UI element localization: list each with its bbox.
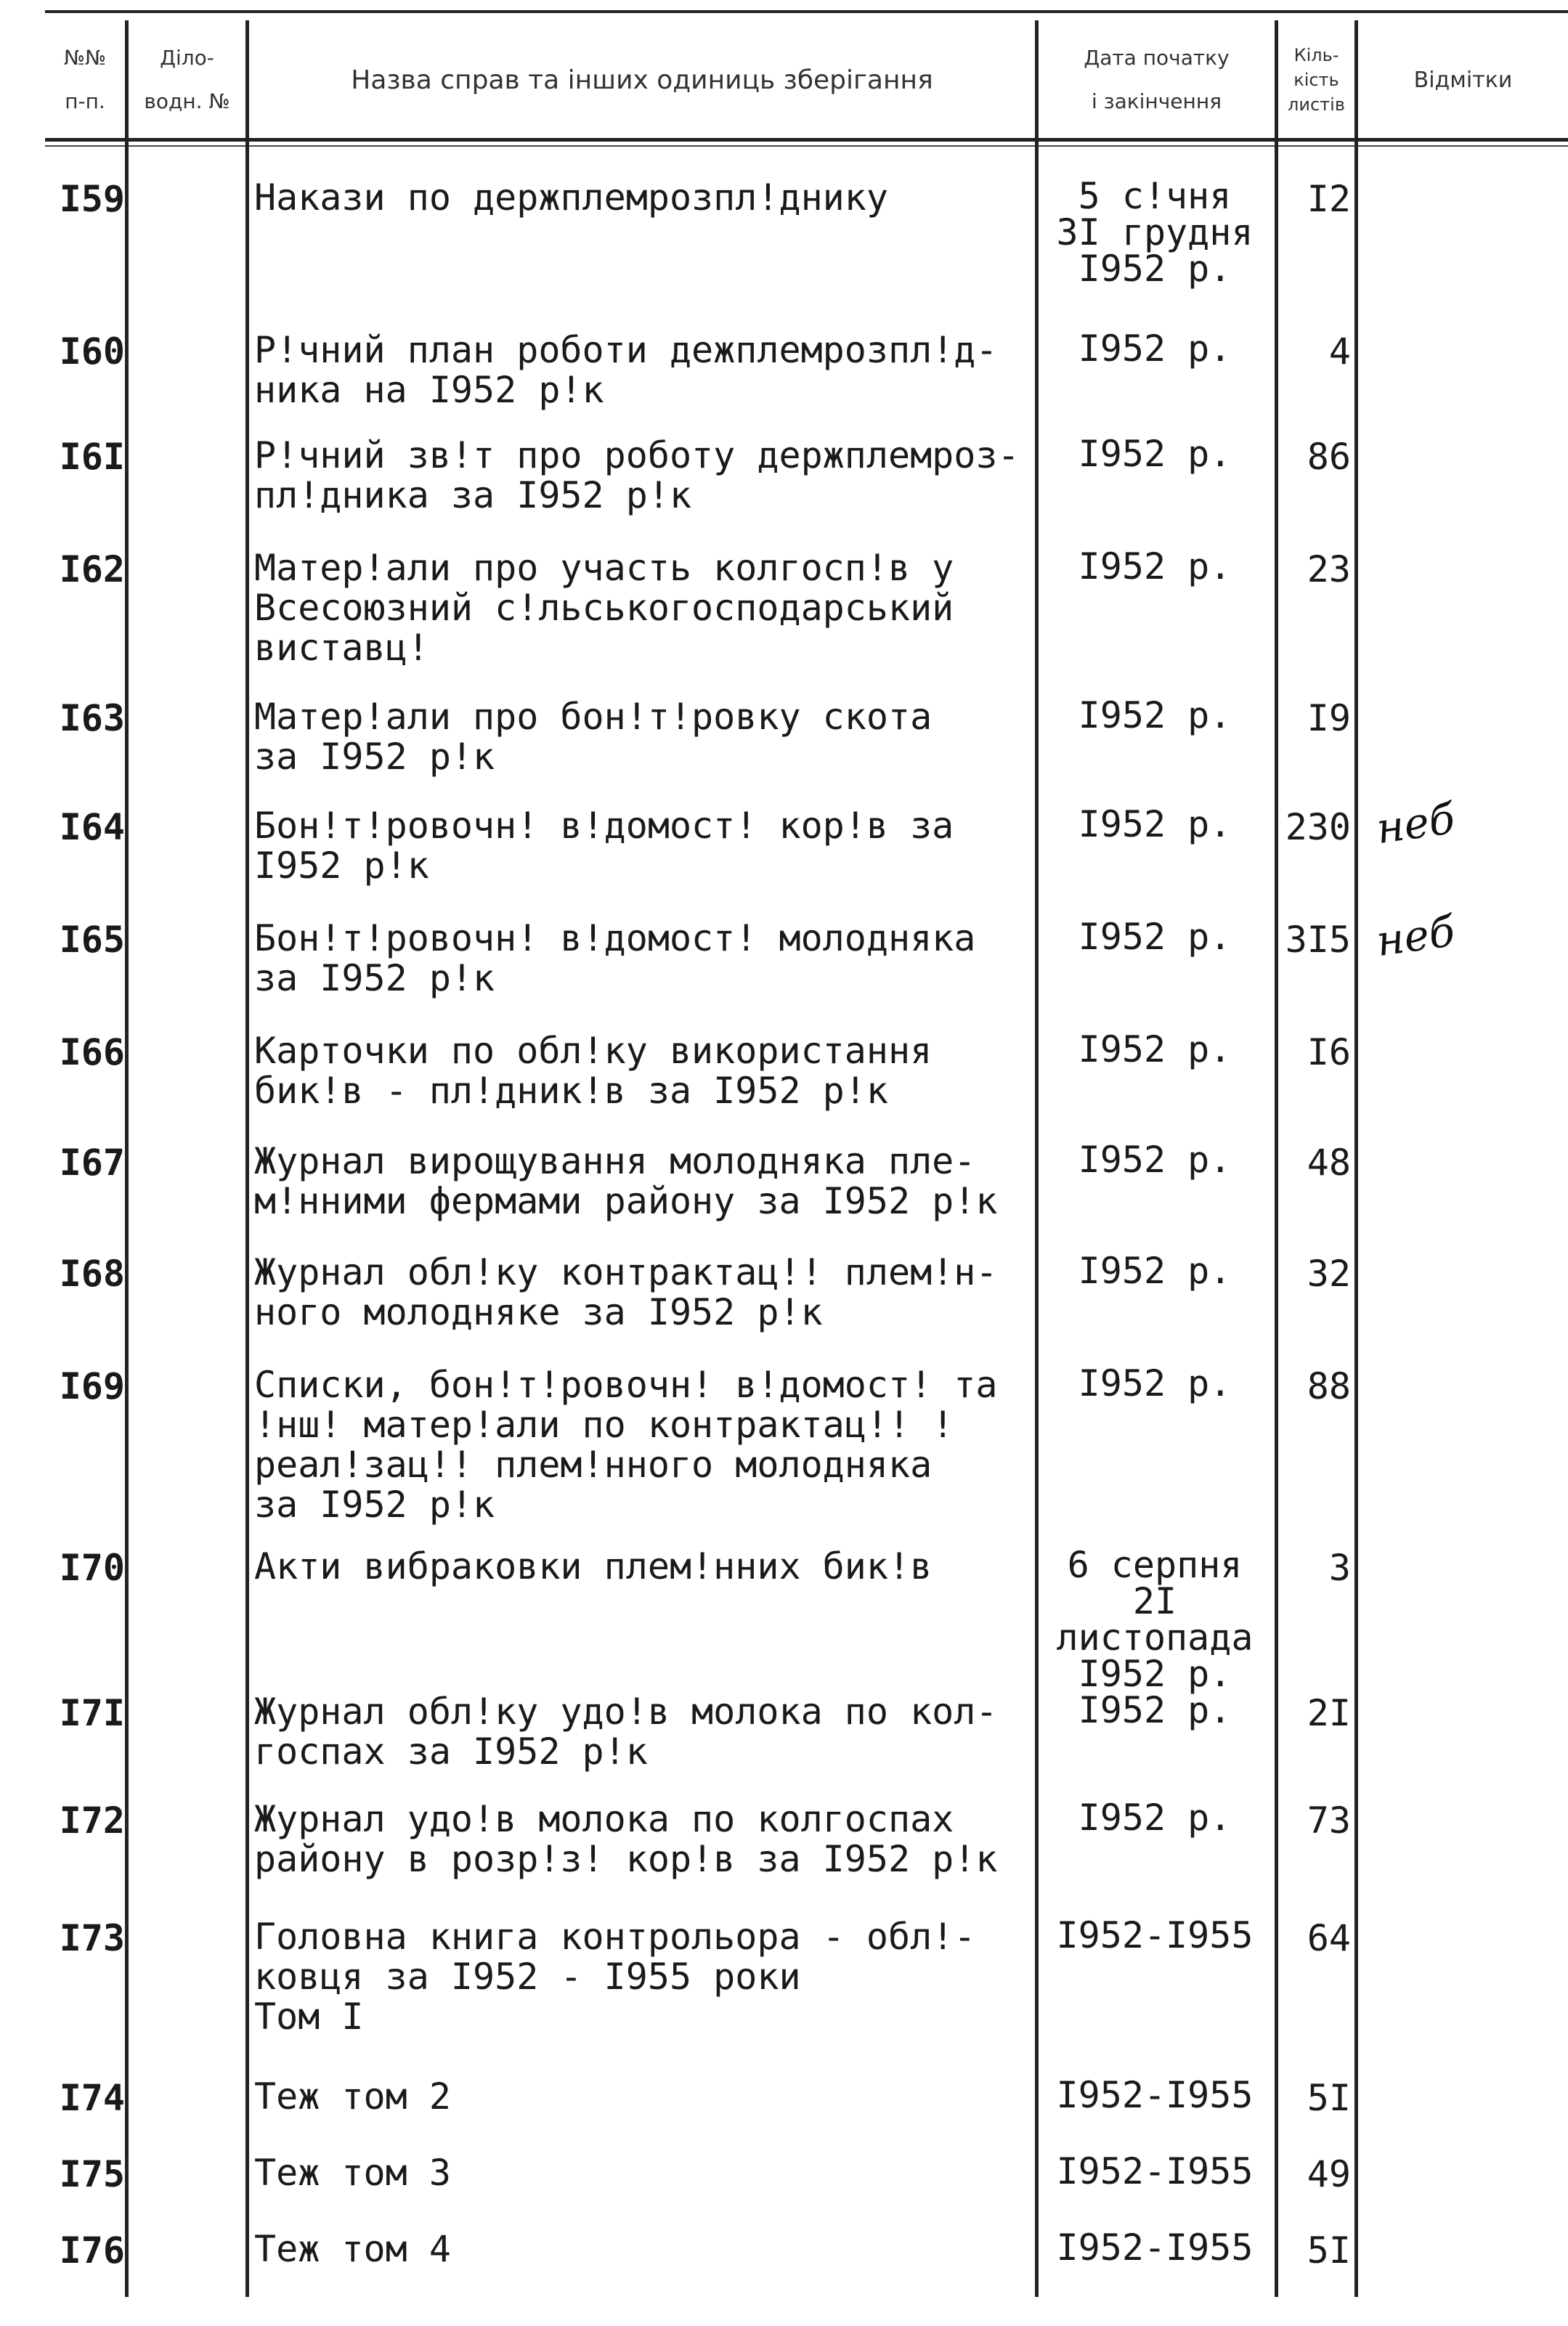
row-date: I952 р.	[1078, 545, 1232, 587]
row-number: I60	[59, 330, 125, 373]
row-number: I70	[59, 1547, 125, 1589]
header-notes-text: Відмітки	[1413, 67, 1513, 93]
row-sheets: 23	[1307, 548, 1351, 590]
row-sheets: I2	[1307, 178, 1351, 220]
row-sheets: 5I	[1307, 2229, 1351, 2272]
row-number: I73	[59, 1917, 125, 1959]
row-sheets: 32	[1307, 1253, 1351, 1295]
column-divider	[1354, 20, 1358, 2297]
row-title: Карточки по обл!ку використання бик!в - пл!дник!в за I952 р!к	[254, 1030, 933, 1112]
header-rule	[45, 138, 1568, 142]
header-num	[45, 29, 125, 131]
row-date: I952 р.	[1078, 803, 1232, 845]
row-date: I952-I955	[1056, 2150, 1254, 2192]
row-number: I65	[59, 919, 125, 961]
row-number: I69	[59, 1365, 125, 1407]
row-sheets: 86	[1307, 436, 1351, 478]
row-date: 5 с!чня 3I грудня I952 р.	[1056, 175, 1254, 290]
header-office-line2: водн. №	[144, 89, 230, 113]
header-office	[129, 29, 245, 131]
row-date: 6 серпня 2I листопада I952 р.	[1056, 1544, 1254, 1695]
row-date: I952 р.	[1078, 433, 1232, 475]
handwritten-note: неб	[1373, 906, 1458, 967]
row-sheets: I9	[1307, 697, 1351, 739]
row-sheets: 3I5	[1285, 919, 1351, 961]
header-date	[1039, 29, 1275, 131]
header-date-line2: і закінчення	[1092, 89, 1222, 113]
column-divider	[245, 20, 249, 2297]
header-title-text: Назва справ та інших одиниць зберігання	[351, 65, 933, 95]
handwritten-note: неб	[1373, 793, 1458, 854]
row-number: I6I	[59, 436, 125, 478]
row-sheets: 230	[1285, 806, 1351, 848]
row-title: Матер!али про бон!т!ровку скота за I952 р!к	[254, 696, 933, 778]
row-number: I64	[59, 806, 125, 848]
row-title: Списки, бон!т!ровочн! в!домост! та !нш! матер!али по контрактац!! ! реал!зац!! плем!нного молодняка за I952 р!к	[254, 1364, 998, 1526]
row-number: I74	[59, 2077, 125, 2119]
row-date: I952 р.	[1078, 1028, 1232, 1070]
header-office-line1: Діло-	[160, 46, 214, 70]
row-sheets: I6	[1307, 1031, 1351, 1073]
row-date: I952-I955	[1056, 2227, 1254, 2269]
row-title: Р!чний план роботи дежплемрозпл!д- ника на I952 р!к	[254, 329, 998, 411]
header-sheets-line2: кість	[1293, 70, 1339, 90]
row-title: Журнал обл!ку удо!в молока по кол- госпах за I952 р!к	[254, 1691, 998, 1773]
row-number: I68	[59, 1253, 125, 1295]
row-date: I952 р.	[1078, 1689, 1232, 1731]
top-rule	[45, 10, 1568, 13]
header-notes	[1358, 29, 1568, 131]
row-title: Журнал вирощування молодняка пле- м!нними фермами району за I952 р!к	[254, 1140, 998, 1222]
row-number: I66	[59, 1031, 125, 1073]
row-number: I63	[59, 697, 125, 739]
row-sheets: 73	[1307, 1800, 1351, 1842]
row-title: Р!чний зв!т про роботу держплемроз- пл!дника за I952 р!к	[254, 434, 1020, 516]
row-date: I952-I955	[1056, 2074, 1254, 2116]
header-num-line1: №№	[63, 46, 107, 70]
row-title: Журнал обл!ку контрактац!! плем!н- ного молодняке за I952 р!к	[254, 1251, 998, 1333]
header-date-line1: Дата початку	[1084, 46, 1230, 70]
row-title: Теж том 3	[254, 2152, 451, 2194]
header-sheets	[1278, 29, 1354, 131]
row-date: I952 р.	[1078, 916, 1232, 958]
row-number: I75	[59, 2153, 125, 2195]
row-date: I952 р.	[1078, 1139, 1232, 1181]
row-sheets: 48	[1307, 1142, 1351, 1184]
row-date: I952-I955	[1056, 1914, 1254, 1956]
row-title: Теж том 2	[254, 2075, 451, 2118]
row-title: Накази по держплемрозпл!днику	[254, 176, 888, 219]
row-sheets: 5I	[1307, 2077, 1351, 2119]
row-date: I952 р.	[1078, 1362, 1232, 1404]
row-title: Головна книга контрольора - обл!- ковця за I952 - I955 роки Том I	[254, 1916, 976, 2038]
row-sheets: 64	[1307, 1917, 1351, 1959]
row-date: I952 р.	[1078, 1797, 1232, 1839]
row-sheets: 49	[1307, 2153, 1351, 2195]
row-title: Бон!т!ровочн! в!домост! молодняка за I952 р!к	[254, 917, 976, 999]
row-title: Матер!али про участь колгосп!в у Всесоюзний с!льськогосподарський виставц!	[254, 547, 954, 669]
row-number: I59	[59, 178, 125, 220]
row-title: Журнал удо!в молока по колгоспах району в розр!з! кор!в за I952 р!к	[254, 1798, 998, 1880]
header-sheets-line1: Кіль-	[1293, 45, 1339, 65]
row-date: I952 р.	[1078, 694, 1232, 736]
row-date: I952 р.	[1078, 328, 1232, 370]
row-number: I62	[59, 548, 125, 590]
row-number: I72	[59, 1800, 125, 1842]
header-title	[249, 29, 1035, 131]
header-rule-thin	[45, 145, 1568, 147]
row-title: Акти вибраковки плем!нних бик!в	[254, 1545, 933, 1587]
row-number: I7I	[59, 1692, 125, 1734]
row-sheets: 2I	[1307, 1692, 1351, 1734]
header-sheets-line3: листів	[1288, 94, 1345, 115]
row-title: Бон!т!ровочн! в!домост! кор!в за I952 р!к	[254, 805, 954, 887]
row-title: Теж том 4	[254, 2228, 451, 2270]
row-number: I76	[59, 2229, 125, 2272]
row-sheets: 4	[1328, 330, 1351, 373]
row-number: I67	[59, 1142, 125, 1184]
row-sheets: 3	[1328, 1547, 1351, 1589]
row-sheets: 88	[1307, 1365, 1351, 1407]
column-divider	[125, 20, 129, 2297]
header-num-line2: п-п.	[65, 89, 105, 113]
row-date: I952 р.	[1078, 1250, 1232, 1292]
